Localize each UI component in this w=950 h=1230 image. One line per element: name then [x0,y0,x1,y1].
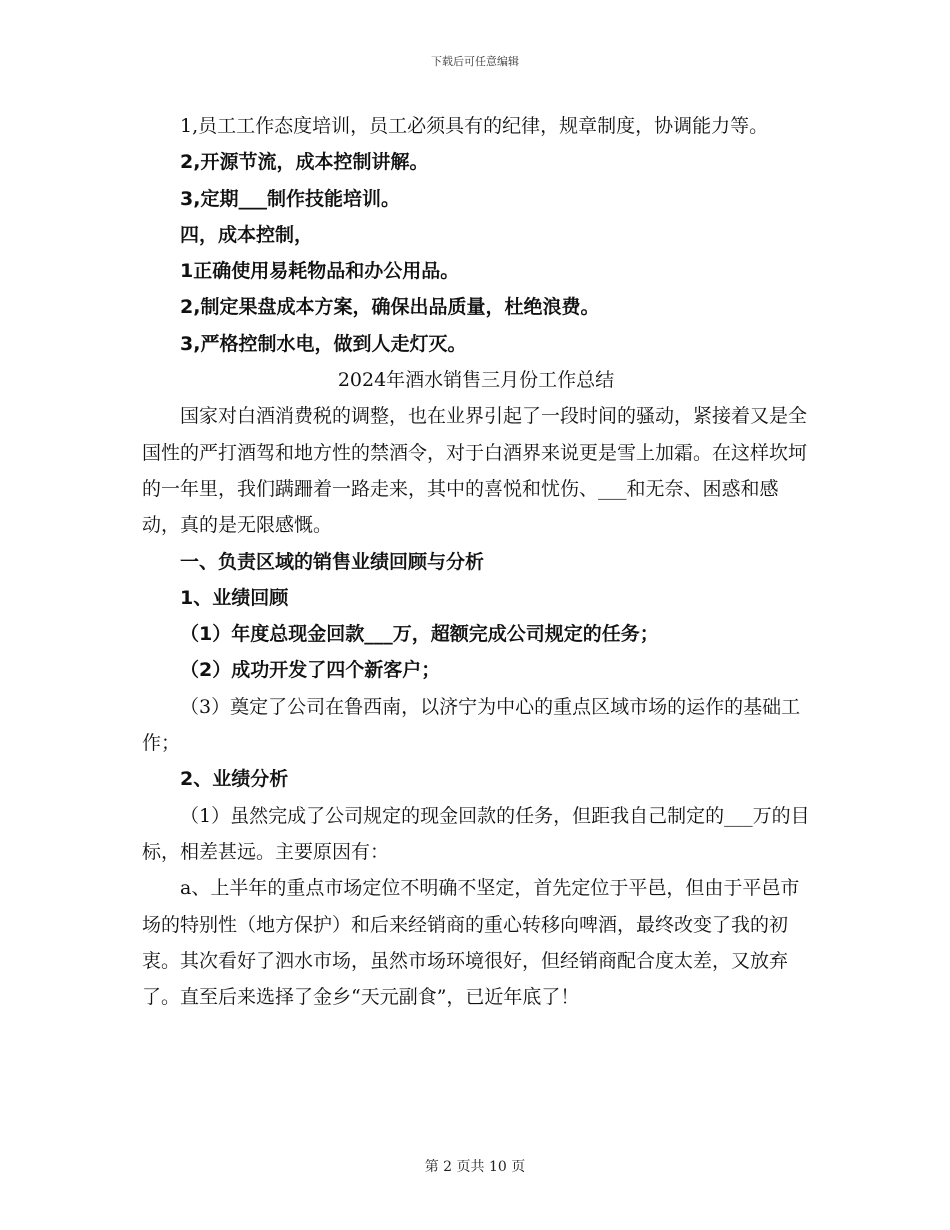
paragraph: 1、业绩回顾 [180,586,289,609]
paragraph: a、上半年的重点市场定位不明确不坚定，首先定位于平邑，但由于平邑市场的特别性（地方保护）和后来经销商的重心转移向啤酒，最终改变了我的初衷。其次看好了泗水市场，虽然市场环境很好，但经销商配合度太差，又放弃了。直至后来选择了金乡“天元副食”，已近年底了！ [142,877,800,1009]
paragraph: （1）年度总现金回款___万，超额完成公司规定的任务； [180,623,659,646]
paragraph: 3,定期___制作技能培训。 [180,187,400,210]
header-note: 下载后可任意编辑 [431,55,519,68]
paragraph: （2）成功开发了四个新客户； [180,659,441,682]
paragraph: 1,员工工作态度培训，员工必须具有的纪律，规章制度，协调能力等。 [180,115,769,137]
paragraph: 四，成本控制， [180,223,314,246]
paragraph: 2,开源节流，成本控制讲解。 [180,151,429,174]
paragraph: 1正确使用易耗物品和办公用品。 [180,260,460,283]
paragraph: 2、业绩分析 [180,768,289,791]
paragraph: （3）奠定了公司在鲁西南，以济宁为中心的重点区域市场的运作的基础工作； [142,695,801,755]
paragraph: 2,制定果盘成本方案，确保出品质量，杜绝浪费。 [180,296,600,319]
document-body [142,108,810,1015]
paragraph: （1）虽然完成了公司规定的现金回款的任务，但距我自己制定的___万的目标，相差甚远。主要原因有： [142,804,810,863]
paragraph: 国家对白酒消费税的调整，也在业界引起了一段时间的骚动，紧接着又是全国性的严打酒驾和地方性的禁酒令，对于白酒界来说更是雪上加霜。在这样坎坷的一年里，我们蹒跚着一路走来，其中的喜悦和忧伤、___和无奈、困惑和感动，真的是无限感慨。 [142,405,808,537]
paragraph: 3,严格控制水电，做到人走灯灭。 [180,332,467,355]
page-number-footer: 第 2 页共 10 页 [424,1159,526,1175]
document-title: 2024年酒水销售三月份工作总结 [337,369,615,392]
paragraph: 一、负责区域的销售业绩回顾与分析 [180,550,485,573]
